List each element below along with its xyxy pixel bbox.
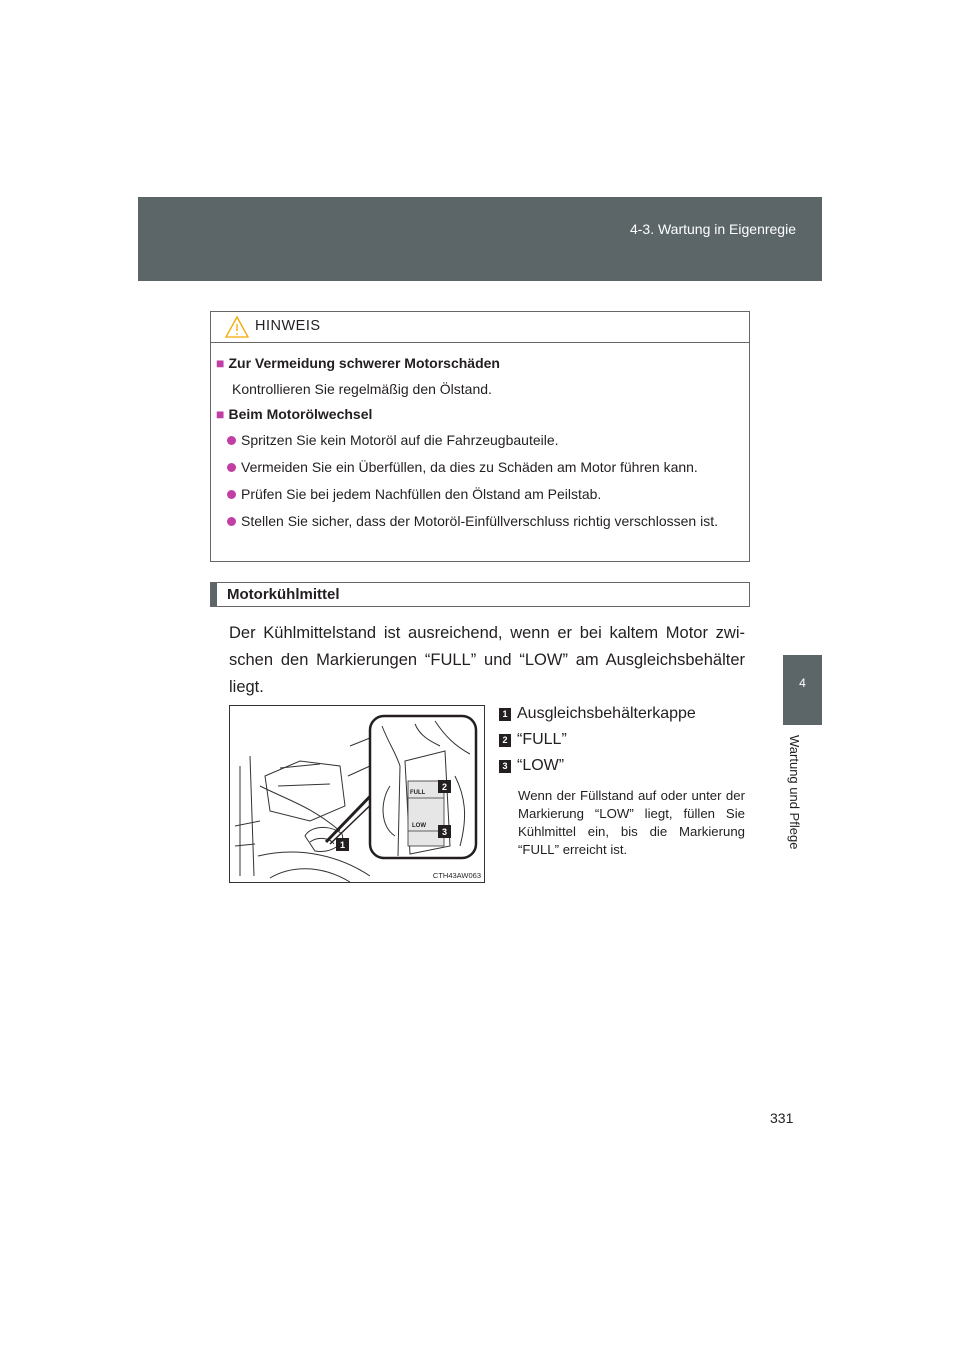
heading-text: Beim Motorölwechsel xyxy=(228,406,373,422)
intro-paragraph: Der Kühlmittelstand ist ausreichend, wenn er bei kaltem Motor zwi-schen den Markierungen “FULL” und “LOW” am Ausgleichsbehälter liegt. xyxy=(229,624,745,696)
square-bullet-icon: ■ xyxy=(216,406,225,422)
legend-label: “FULL” xyxy=(517,731,567,748)
legend-number-badge: 2 xyxy=(499,734,511,747)
warning-triangle-icon xyxy=(224,315,250,339)
legend-label: “LOW” xyxy=(517,757,565,774)
legend-number-badge: 3 xyxy=(499,760,511,773)
notice-text-1: Kontrollieren Sie regelmäßig den Ölstand. xyxy=(232,381,492,397)
bullet-text: Prüfen Sie bei jedem Nachfüllen den Ölstand am Peilstab. xyxy=(241,486,602,502)
bullet-text: Stellen Sie sicher, dass der Motoröl-Einfüllverschluss richtig verschlossen ist. xyxy=(241,513,718,529)
bullet-text: Spritzen Sie kein Motoröl auf die Fahrzeugbauteile. xyxy=(241,432,559,448)
legend-item-2 xyxy=(499,731,567,749)
notice-bullet xyxy=(227,430,741,451)
section-header xyxy=(210,582,750,607)
notice-bullet xyxy=(227,457,741,478)
coolant-reservoir-illustration xyxy=(229,705,485,883)
notice-heading-2 xyxy=(216,406,372,422)
legend-item-3 xyxy=(499,757,564,775)
notice-title: HINWEIS xyxy=(255,318,321,334)
chapter-tab xyxy=(783,655,822,725)
callout-1-label: 1 xyxy=(339,840,346,850)
chapter-label: Wartung und Pflege xyxy=(787,735,802,850)
bullet-text: Vermeiden Sie ein Überfüllen, da dies zu Schäden am Motor führen kann. xyxy=(241,459,698,475)
circle-bullet-icon xyxy=(227,436,236,445)
circle-bullet-icon xyxy=(227,490,236,499)
refill-note: Wenn der Füllstand auf oder unter der Markierung “LOW” liegt, füllen Sie Kühlmittel ein, bis die Markierung “FULL” erreicht ist. xyxy=(518,788,745,857)
page-number: 331 xyxy=(770,1110,794,1126)
notice-bullet xyxy=(227,484,741,505)
callout-3-label: 3 xyxy=(441,827,448,837)
section-header-bar xyxy=(211,583,217,606)
square-bullet-icon: ■ xyxy=(216,355,225,371)
chapter-header xyxy=(138,197,822,281)
legend-label: Ausgleichsbehälterkappe xyxy=(517,705,696,722)
section-title: Motorkühlmittel xyxy=(227,586,340,603)
tank-low-mark: LOW xyxy=(412,823,426,829)
section-breadcrumb: 4-3. Wartung in Eigenregie xyxy=(629,221,796,237)
circle-bullet-icon xyxy=(227,517,236,526)
notice-box xyxy=(210,311,750,562)
figure-code: CTH43AW063 xyxy=(432,871,481,880)
circle-bullet-icon xyxy=(227,463,236,472)
notice-header xyxy=(211,312,749,343)
heading-text: Zur Vermeidung schwerer Motorschäden xyxy=(228,355,500,371)
legend-number-badge: 1 xyxy=(499,708,511,721)
notice-bullet xyxy=(227,511,741,532)
tank-full-mark: FULL xyxy=(410,790,426,796)
callout-2-label: 2 xyxy=(441,782,448,792)
notice-heading-1 xyxy=(216,355,500,371)
legend-item-1 xyxy=(499,705,696,723)
engine-bay-drawing xyxy=(230,706,484,882)
chapter-number: 4 xyxy=(799,676,806,690)
